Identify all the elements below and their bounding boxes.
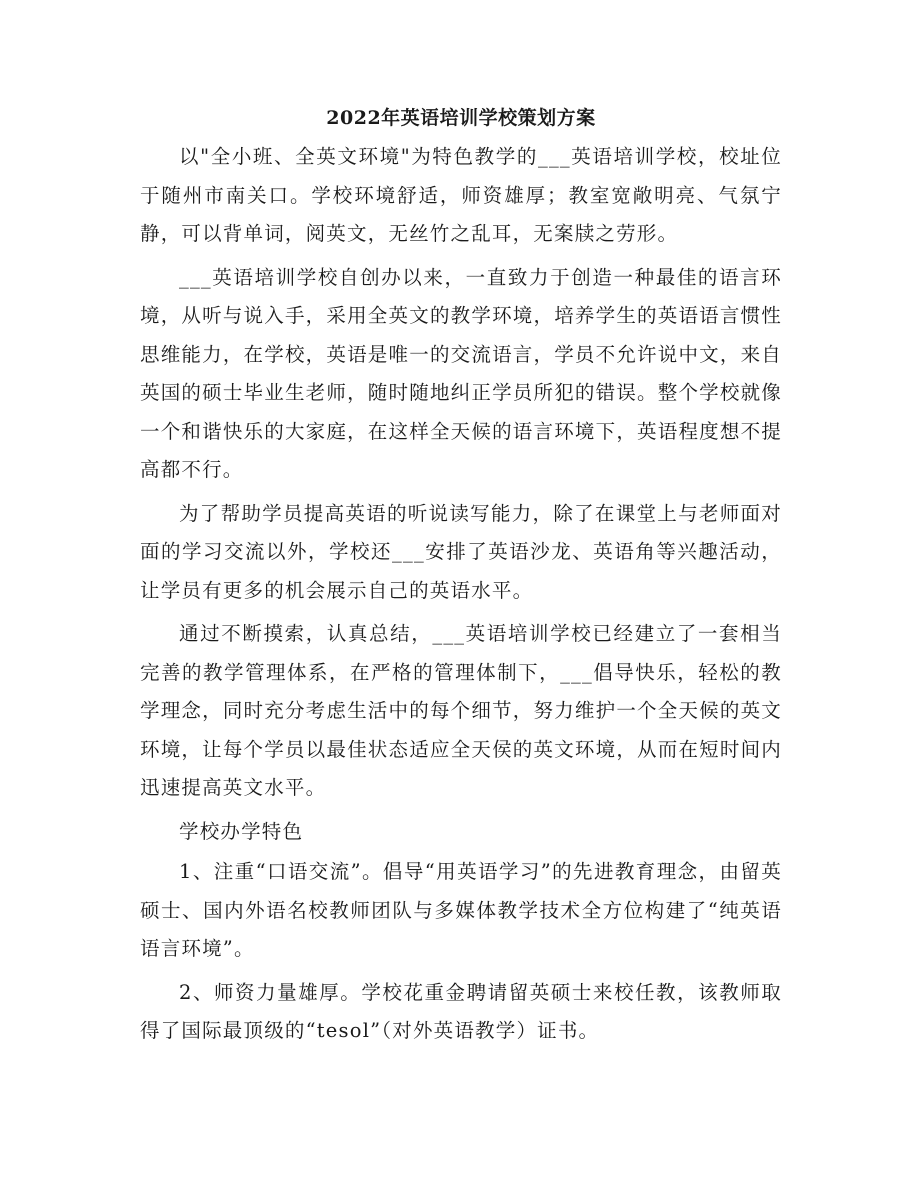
paragraph-activities: 为了帮助学员提高英语的听说读写能力，除了在课堂上与老师面对面的学习交流以外，学校还___安排了英语沙龙、英语角等兴趣活动，让学员有更多的机会展示自己的英语水平。 <box>140 501 782 602</box>
document-page <box>140 104 782 1056</box>
document-title: 2022年英语培训学校策划方案 <box>326 107 596 129</box>
paragraph-management: 通过不断摸索，认真总结，___英语培训学校已经建立了一套相当完善的教学管理体系，在严格的管理体制下，___倡导快乐，轻松的教学理念，同时充分考虑生活中的每个细节，努力维护一个全天候的英文环境，让每个学员以最佳状态适应全天侯的英文环境，从而在短时间内迅速提高英文水平。 <box>140 622 782 799</box>
paragraph-intro: 以"全小班、全英文环境"为特色教学的___英语培训学校，校址位于随州市南关口。学校环境舒适，师资雄厚；教室宽敞明亮、气氛宁静，可以背单词，阅英文，无丝竹之乱耳，无案牍之劳形。 <box>140 145 782 245</box>
paragraph-environment: ___英语培训学校自创办以来，一直致力于创造一种最佳的语言环境，从听与说入手，采用全英文的教学环境，培养学生的英语语言惯性思维能力，在学校，英语是唯一的交流语言，学员不允许说中文，来自英国的硕士毕业生老师，随时随地纠正学员所犯的错误。整个学校就像一个和谐快乐的大家庭，在这样全天候的语言环境下，英语程度想不提高都不行。 <box>140 265 782 481</box>
section-heading-features: 学校办学特色 <box>179 819 304 843</box>
paragraph-feature-2: 2、师资力量雄厚。学校花重金聘请留英硕士来校任教，该教师取得了国际最顶级的“tesol”（对外英语教学）证书。 <box>140 980 782 1042</box>
paragraph-feature-1: 1、注重“口语交流”。倡导“用英语学习”的先进教育理念，由留英硕士、国内外语名校教师团队与多媒体教学技术全方位构建了“纯英语语言环境”。 <box>140 860 782 960</box>
